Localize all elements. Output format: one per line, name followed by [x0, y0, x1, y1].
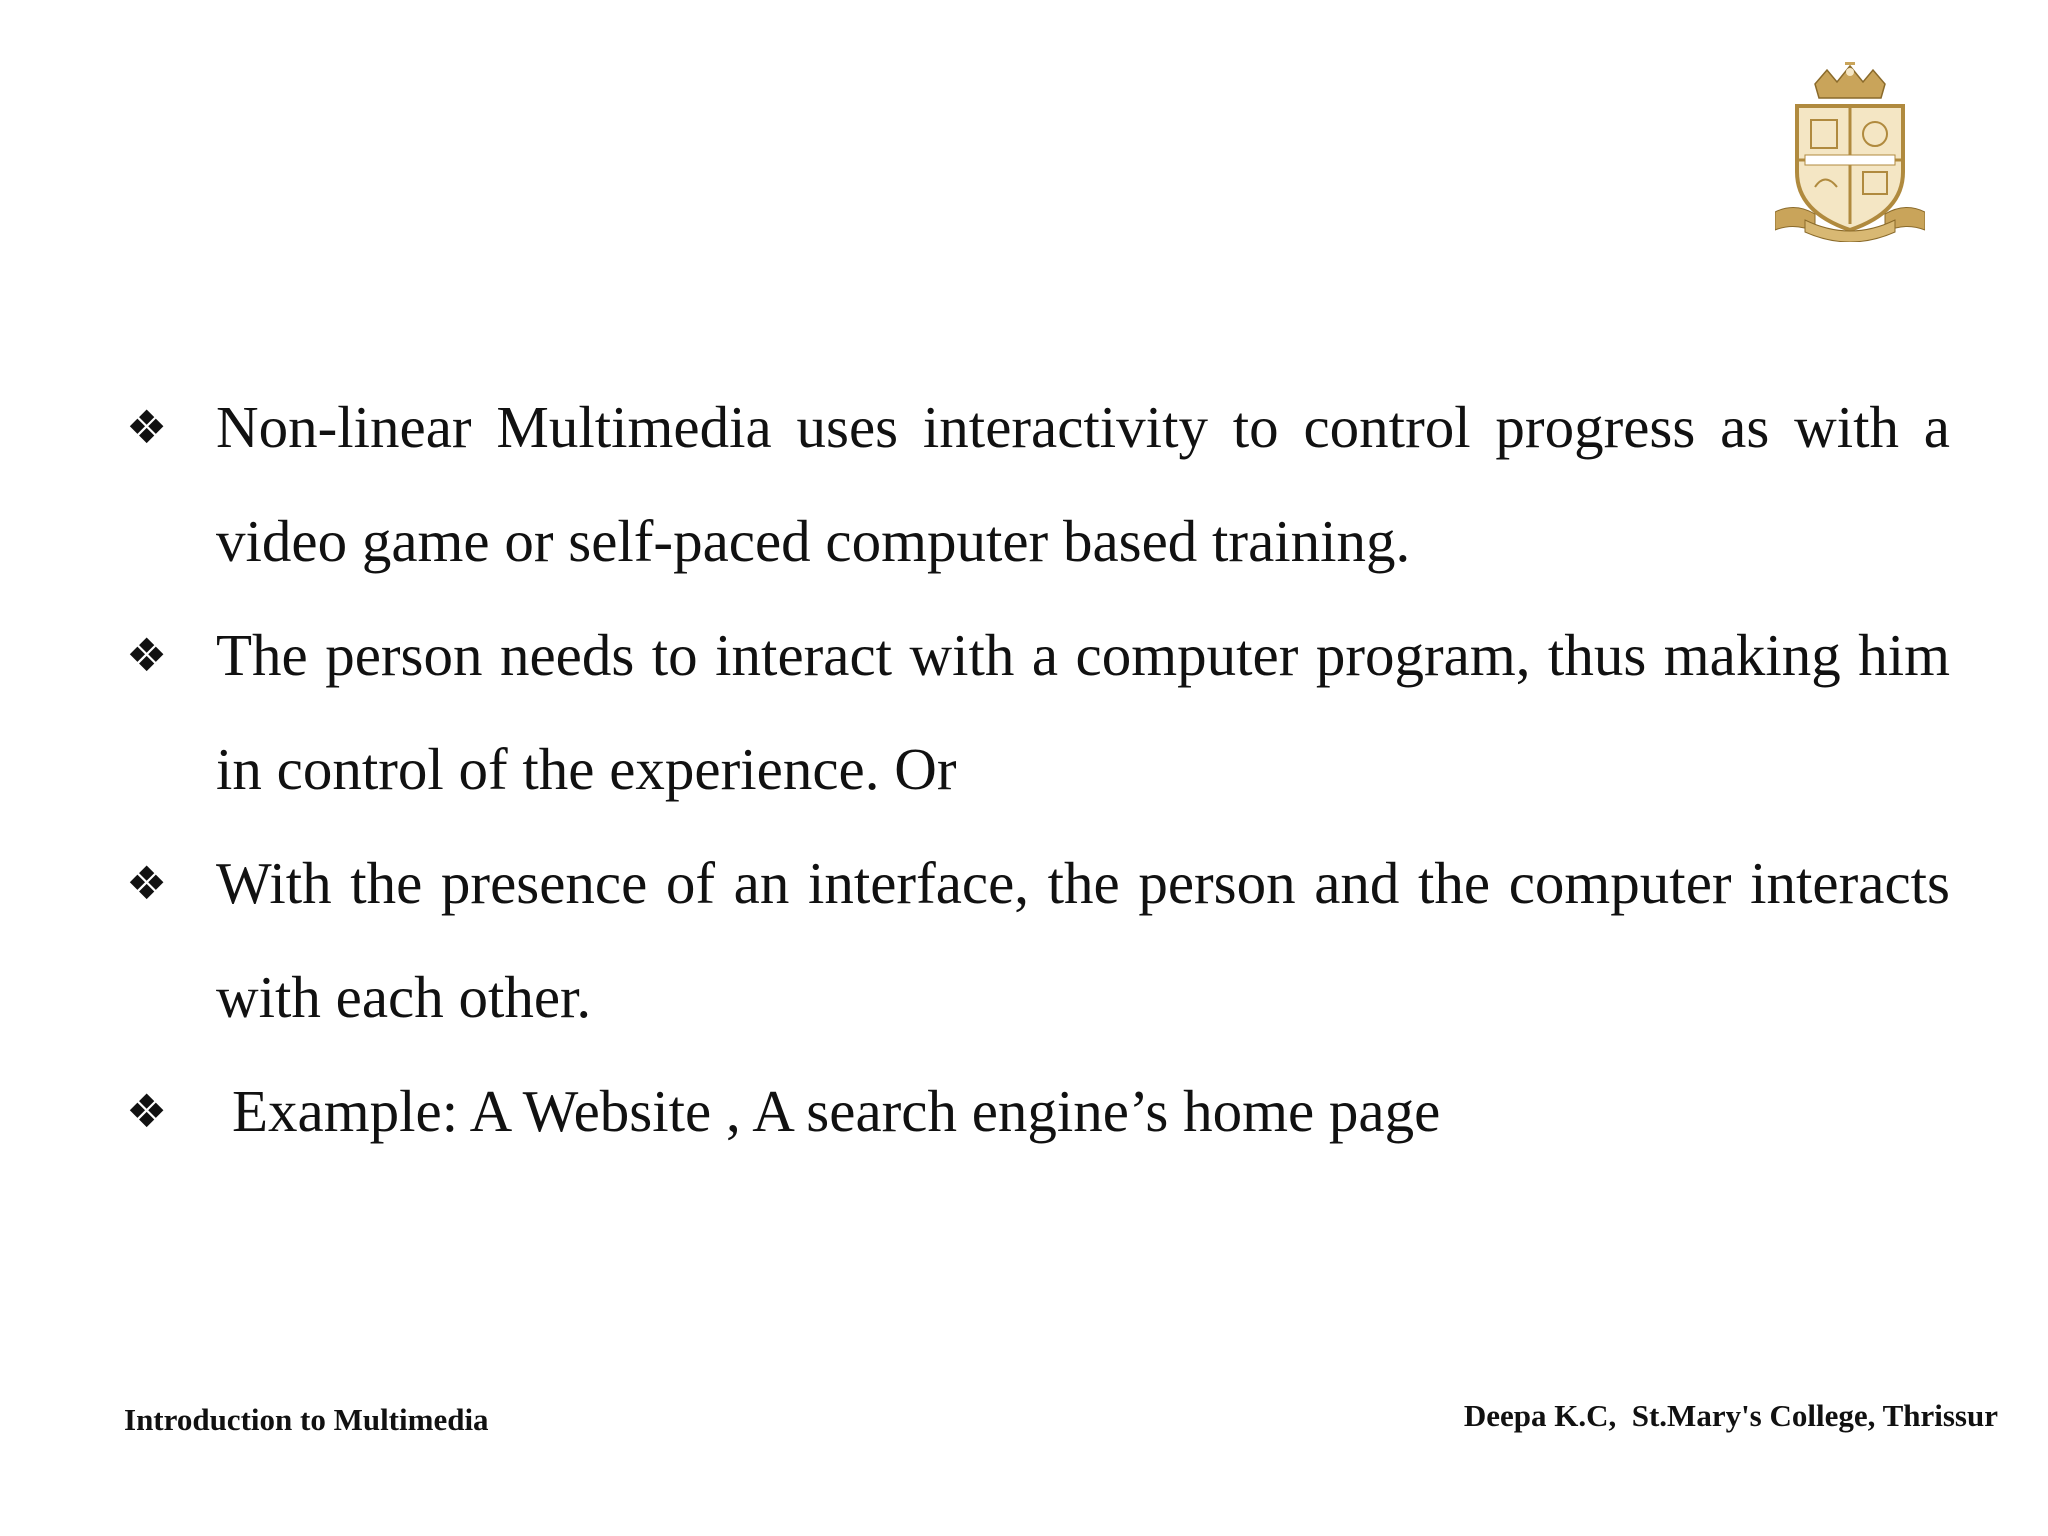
diamond-bullet-icon: ❖: [126, 628, 168, 682]
college-crest-icon: [1775, 62, 1925, 242]
diamond-bullet-icon: ❖: [126, 400, 168, 454]
bullet-text: The person needs to interact with a computer program, thus making him in control of the experience. Or: [216, 622, 1950, 802]
footer-author: Deepa K.C, St.Mary's College, Thrissur: [1463, 1398, 1998, 1433]
bullet-text: With the presence of an interface, the person and the computer interacts with each other.: [216, 850, 1950, 1030]
list-item: [120, 598, 1950, 826]
bullet-text: Example: A Website , A search engine’s home page: [232, 1078, 1441, 1144]
diamond-bullet-icon: ❖: [126, 1084, 168, 1138]
list-item: [120, 1054, 1950, 1168]
diamond-bullet-icon: ❖: [126, 856, 168, 910]
list-item: [120, 826, 1950, 1054]
bullet-list: [120, 370, 1950, 1168]
bullet-text: Non-linear Multimedia uses interactivity to control progress as with a video game or self-paced computer based training.: [216, 394, 1950, 574]
footer-course-title: Introduction to Multimedia: [124, 1402, 489, 1437]
list-item: [120, 370, 1950, 598]
